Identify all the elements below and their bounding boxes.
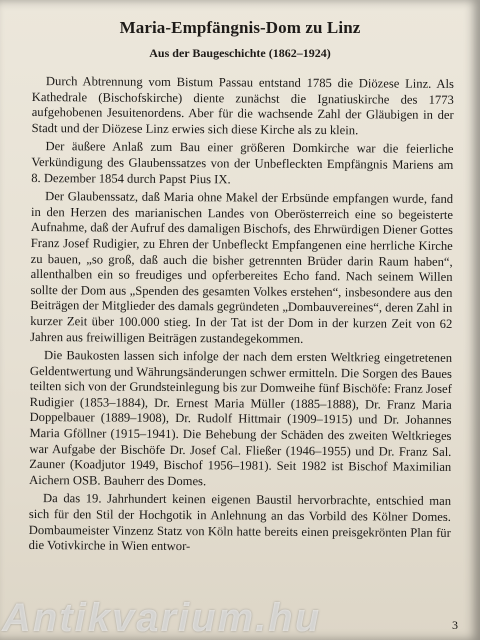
body-text xyxy=(29,74,454,560)
paragraph-4: Die Baukosten lassen sich infolge der nach dem ersten Weltkrieg eingetretenen Geldentwertung und Währungsänderungen schwer ermitteln. Die Sorgen des Baues teilten sich von der Grundsteinlegung bis zur Domweihe fünf Bischöfe: Franz Josef Rudigier (1853–1884), Dr. Ernest Maria Müller (1885–1888), Dr. Franz Maria Doppelbauer (1889–1908), Dr. Rudolf Hittmair (1909–1915) und Dr. Johannes Maria Gföllner (1915–1941). Die Behebung der Schäden des zweiten Weltkrieges war Aufgabe der Bischöfe Dr. Josef Cal. Fließer (1946–1955) und Dr. Franz Sal. Zauner (Koadjutor 1949, Bischof 1956–1981). Seit 1982 ist Bischof Maximilian Aichern OSB. Bauherr des Domes. xyxy=(29,348,453,489)
paragraph-2: Der äußere Anlaß zum Bau einer größeren Domkirche war die feierliche Verkündigung des Glaubenssatzes von der Unbefleckten Empfängnis Mariens am 8. Dezember 1854 durch Papst Pius IX. xyxy=(31,139,454,186)
watermark: Antikvarium.hu xyxy=(2,596,322,640)
section-subtitle: Aus der Baugeschichte (1862–1924) xyxy=(149,46,331,60)
paragraph-5: Da das 19. Jahrhundert keinen eigenen Baustil hervorbrachte, entschied man sich für den Stil der Hochgotik in Anlehnung an das Vorbild des Kölner Domes. Dombaumeister Vinzenz Statz von Köln hatte bereits einen preisgekrönten Plan für die Votivkirche in Wien entwor- xyxy=(28,491,452,554)
paragraph-3: Der Glaubenssatz, daß Maria ohne Makel der Erbsünde empfangen wurde, fand in den Herzen des marianischen Landes von Oberösterreich eine so begeisterte Aufnahme, daß der Aufruf des damaligen Bischofs, des Ehrwürdigen Diener Gottes Franz Josef Rudigier, zu Ehren der Unbefleckt Empfangenen eine herrliche Kirche zu bauen, „so groß, daß auch die bisher getrennten Brüder darin Raum haben“, allenthalben ein so freudiges und opferbereites Echo fand. Nach seinem Willen sollte der Dom aus „Spenden des gesamten Volkes erstehen“, insbesondere aus den Beiträgen der Mitglieder des damals gegründeten „Dombauvereines“, deren Zahl in kurzer Zeit über 100.000 stieg. In der Tat ist der Dom in der kurzen Zeit von 62 Jahren aus freiwilligen Beiträgen zustandegekommen. xyxy=(30,189,454,346)
page-number: 3 xyxy=(452,618,458,632)
paragraph-1: Durch Abtrennung vom Bistum Passau entstand 1785 die Diözese Linz. Als Kathedrale (Bischofskirche) diente zunächst die Ignatiuskirche des 1773 aufgehobenen Jesuitenordens. Aber für die wachsende Zahl der Gläubigen in der Stadt und der Diözese Linz erwies sich diese Kirche als zu klein. xyxy=(31,74,454,138)
page-title: Maria-Empfängnis-Dom zu Linz xyxy=(119,18,361,37)
